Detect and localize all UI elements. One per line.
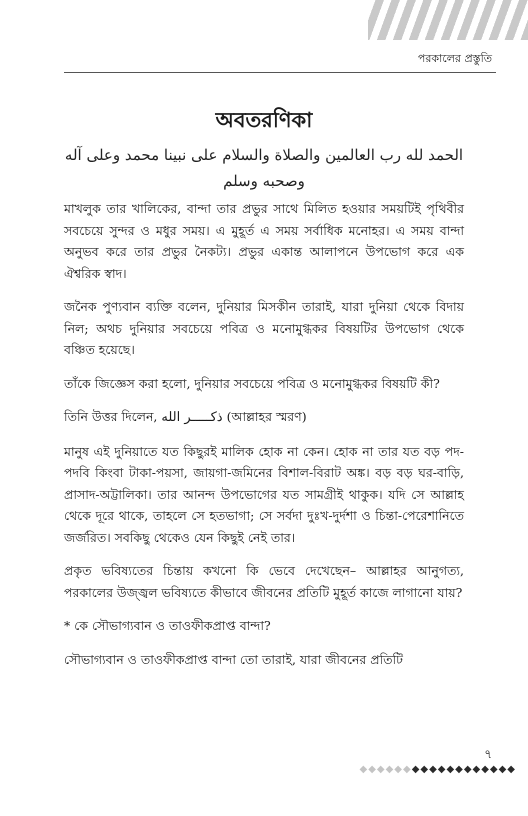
arabic-invocation: الحمد لله رب العالمين والصلاة والسلام على نبينا محمد وعلى آله وصحبه وسلم bbox=[64, 146, 464, 190]
answer-translation: (আল্লাহর স্মরণ) bbox=[226, 409, 307, 424]
paragraph: জনৈক পুণ্যবান ব্যক্তি বলেন, দুনিয়ার মিসকীন তারাই, যারা দুনিয়া থেকে বিদায় নিল; অথচ দুনিয়ার সবচেয়ে পবিত্র ও মনোমুগ্ধকর বিষয়টির উপভোগ থেকে বঞ্চিত হয়েছে। bbox=[64, 299, 464, 357]
paragraph: প্রকৃত ভবিষ্যতের চিন্তায় কখনো কি ভেবে দেখেছেন– আল্লাহর আনুগত্য, পরকালের উজ্জ্বল ভবিষ্যতে কীভাবে জীবনের প্রতিটি মুহূর্ত কাজে লাগানো যায়? bbox=[64, 563, 464, 600]
paragraph: মাখলুক তার খালিকের, বান্দা তার প্রভুর সাথে মিলিত হওয়ার সময়টিই পৃথিবীর সবচেয়ে সুন্দর ও মধুর সময়। এ মুহূর্ত এ সময় সর্বাধিক মনোহর। এ সময় বান্দা অনুভব করে তার প্রভুর নৈকট্য। প্রভুর একান্ত আলাপনে উপভোগ করে এক ঐশ্বরিক স্বাদ। bbox=[64, 201, 464, 281]
paragraph: তাঁকে জিজ্ঞেস করা হলো, দুনিয়ার সবচেয়ে পবিত্র ও মনোমুগ্ধকর বিষয়টি কী? bbox=[64, 375, 440, 391]
answer-prefix: তিনি উত্তর দিলেন, bbox=[64, 409, 158, 424]
paragraph: সৌভাগ্যবান ও তাওফীকপ্রাপ্ত বান্দা তো তারাই, যারা জীবনের প্রতিটি bbox=[64, 651, 403, 667]
answer-paragraph bbox=[64, 406, 464, 429]
paragraph: মানুষ এই দুনিয়াতে যত কিছুরই মালিক হোক না কেন। হোক না তার যত বড় পদ-পদবি কিংবা টাকা-পয়সা, জায়গা-জমিনের বিশাল-বিরাট অঙ্ক। বড় বড় ঘর-বাড়ি, প্রাসাদ-অট্টালিকা। তার আনন্দ উপভোগের যত সামগ্রীই থাকুক। যদি সে আল্লাহ থেকে দূরে থাকে, তাহলে সে হতভাগা; সে সর্বদা দুঃখ-দুর্দশা ও চিন্তা-পেরেশানিতে জর্জরিত। সবকিছু থেকেও যেন কিছুই নেই তার। bbox=[64, 443, 464, 545]
body-text bbox=[64, 198, 464, 682]
header-stripes-decoration bbox=[368, 0, 528, 40]
diamond-ornament-icon: ◆◆◆◆◆◆◆◆◆◆◆◆◆◆◆◆◆◆ bbox=[359, 764, 516, 775]
chapter-title: অবতরণিকা bbox=[215, 107, 313, 133]
answer-arabic: ذكـــــر الله bbox=[161, 410, 223, 425]
question-line: * কে সৌভাগ্যবান ও তাওফীকপ্রাপ্ত বান্দা? bbox=[64, 618, 271, 633]
header-rule bbox=[64, 72, 496, 73]
running-header: পরকালের প্রস্তুতি bbox=[417, 52, 492, 65]
page-number: ৭ bbox=[484, 747, 492, 761]
